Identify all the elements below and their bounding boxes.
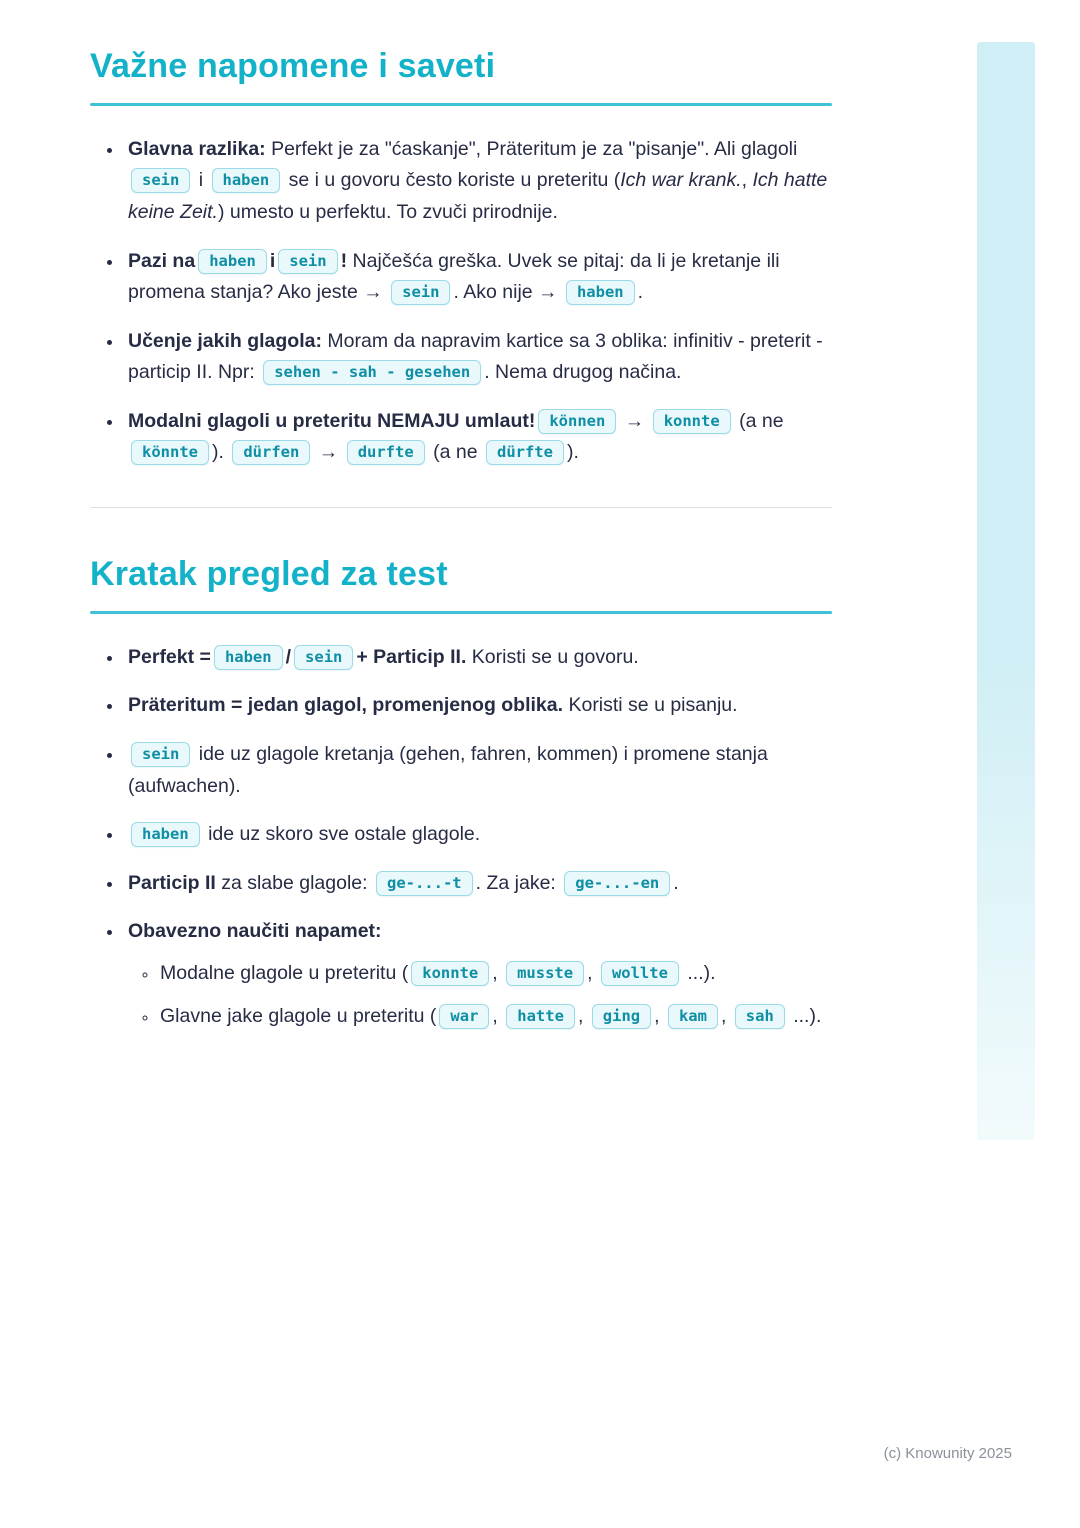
sub-list-item xyxy=(158,958,832,989)
text: Modalne glagole u preteritu ( xyxy=(160,961,409,984)
code-chip: haben xyxy=(198,249,267,274)
bold-text: Particip II xyxy=(128,871,216,894)
text: , xyxy=(492,1005,504,1028)
text: Najčešća greška. Uvek se pitaj: da li je kretanje ili promena stanja? Ako jeste → xyxy=(128,249,780,304)
list-item xyxy=(124,406,832,469)
decorative-side-strip xyxy=(977,42,1035,1140)
sub-list-item xyxy=(158,1001,832,1032)
bold-text: Modalni glagoli u preteritu NEMAJU umlaut! xyxy=(128,409,536,432)
list-item xyxy=(124,642,832,674)
bullet-list xyxy=(90,642,832,1032)
text: ). xyxy=(212,441,230,464)
text: → xyxy=(619,409,650,432)
bold-text: Obavezno naučiti napamet: xyxy=(128,920,382,943)
code-chip: könnte xyxy=(131,440,209,465)
list-item xyxy=(124,868,832,900)
title-underline xyxy=(90,103,832,106)
code-chip: musste xyxy=(506,961,584,986)
code-chip: wollte xyxy=(601,961,679,986)
list-item xyxy=(124,134,832,229)
note-section xyxy=(90,46,832,469)
italic-text: Ich war krank. xyxy=(620,169,742,192)
bold-text: / xyxy=(285,645,292,668)
text: Perfekt je za "ćaskanje", Präteritum je za "pisanje". Ali glagoli xyxy=(265,137,798,160)
bold-text: Pazi na xyxy=(128,249,196,272)
section-divider xyxy=(90,507,832,508)
text: (a ne xyxy=(733,409,784,432)
text: za slabe glagole: xyxy=(215,871,373,894)
code-chip: ge-...-en xyxy=(564,871,670,896)
note-section xyxy=(90,554,832,1032)
code-chip: dürfen xyxy=(232,440,310,465)
text: , xyxy=(741,169,753,192)
bold-text: i xyxy=(269,249,276,272)
bold-text: Perfekt = xyxy=(128,645,211,668)
sub-bullet-list xyxy=(128,958,832,1032)
copyright-footer: (c) Knowunity 2025 xyxy=(883,1445,1012,1462)
text: i xyxy=(193,169,209,192)
text: se i u govoru često koriste u preteritu ( xyxy=(283,169,621,192)
code-chip: ge-...-t xyxy=(376,871,473,896)
bold-text: Präteritum = jedan glagol, promenjenog oblika. xyxy=(128,694,564,717)
text: ide uz skoro sve ostale glagole. xyxy=(202,823,481,846)
code-chip: sein xyxy=(131,168,190,193)
text: . Za jake: xyxy=(475,871,562,894)
code-chip: war xyxy=(439,1004,489,1029)
code-chip: haben xyxy=(212,168,281,193)
text: , xyxy=(654,1005,665,1028)
text: ...). xyxy=(787,1005,822,1028)
code-chip: haben xyxy=(214,645,283,670)
section-title: Kratak pregled za test xyxy=(90,555,448,593)
note-content xyxy=(90,46,832,1049)
list-item xyxy=(124,819,832,851)
list-item xyxy=(124,246,832,309)
text: . xyxy=(637,281,644,304)
code-chip: hatte xyxy=(506,1004,575,1029)
text: Koristi se u pisanju. xyxy=(563,694,738,717)
code-chip: sein xyxy=(294,645,353,670)
text: (a ne xyxy=(427,441,483,464)
italic-text: Ich hatte keine Zeit. xyxy=(128,169,828,223)
text: . xyxy=(673,871,679,894)
text: , xyxy=(577,1005,589,1028)
title-underline xyxy=(90,611,832,614)
code-chip: kam xyxy=(668,1004,718,1029)
bold-text: Glavna razlika: xyxy=(128,137,266,160)
bullet-list xyxy=(90,134,832,469)
text: ). xyxy=(566,441,579,464)
text: , xyxy=(587,961,598,984)
code-chip: ging xyxy=(592,1004,651,1029)
text: ide uz glagole kretanja (gehen, fahren, kommen) i promene stanja (aufwachen). xyxy=(128,742,768,797)
code-chip: sah xyxy=(735,1004,785,1029)
code-chip: konnte xyxy=(653,409,731,434)
code-chip: sein xyxy=(131,742,190,767)
code-chip: haben xyxy=(566,280,635,305)
code-chip: können xyxy=(538,409,616,434)
section-title: Važne napomene i saveti xyxy=(90,47,496,85)
code-chip: sehen - sah - gesehen xyxy=(263,360,481,385)
text: ) umesto u perfektu. To zvuči prirodnije. xyxy=(217,200,558,223)
text: Moram da napravim kartice sa 3 oblika: infinitiv - preterit - particip II. Npr: xyxy=(128,329,823,384)
code-chip: sein xyxy=(278,249,337,274)
text: . Ako nije → xyxy=(453,281,563,304)
text: → xyxy=(313,441,344,464)
list-item xyxy=(124,690,832,722)
bold-text: + Particip II. xyxy=(356,645,467,668)
text: ...). xyxy=(681,961,716,984)
list-item xyxy=(124,739,832,802)
bold-text: Učenje jakih glagola: xyxy=(128,329,322,352)
code-chip: sein xyxy=(391,280,450,305)
code-chip: haben xyxy=(131,822,200,847)
text: , xyxy=(492,961,504,984)
text: , xyxy=(720,1005,732,1028)
bold-text: ! xyxy=(340,249,348,272)
text: Koristi se u govoru. xyxy=(466,645,639,668)
code-chip: durfte xyxy=(347,440,425,465)
code-chip: konnte xyxy=(411,961,489,986)
code-chip: dürfte xyxy=(486,440,564,465)
text: Glavne jake glagole u preteritu ( xyxy=(160,1005,437,1028)
list-item xyxy=(124,916,832,1032)
list-item xyxy=(124,326,832,389)
text: . Nema drugog načina. xyxy=(484,361,682,384)
